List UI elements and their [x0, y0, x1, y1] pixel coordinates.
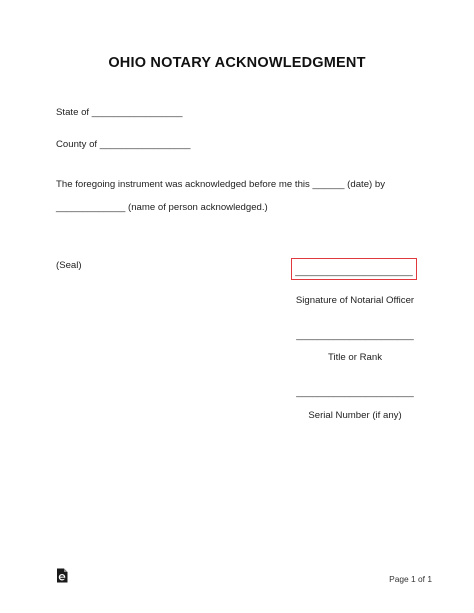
- county-line: County of _________________: [56, 139, 191, 150]
- document-title: OHIO NOTARY ACKNOWLEDGMENT: [108, 55, 366, 71]
- signature-blank[interactable]: ______________________: [295, 266, 413, 277]
- page-number: Page 1 of 1: [389, 574, 432, 584]
- seal-label: (Seal): [56, 260, 82, 271]
- title-label: Title or Rank: [327, 352, 383, 363]
- state-line: State of _________________: [56, 107, 183, 118]
- acknowledgment-text-line-1: The foregoing instrument was acknowledged before me this ______ (date) by: [56, 179, 386, 190]
- eforms-logo-icon: [56, 568, 68, 583]
- signature-label: Signature of Notarial Officer: [295, 295, 415, 306]
- acknowledgment-text-line-2: _____________ (name of person acknowledged.): [56, 202, 268, 213]
- title-blank[interactable]: ______________________: [296, 330, 414, 341]
- serial-blank[interactable]: ______________________: [296, 387, 414, 398]
- serial-label: Serial Number (if any): [308, 410, 402, 421]
